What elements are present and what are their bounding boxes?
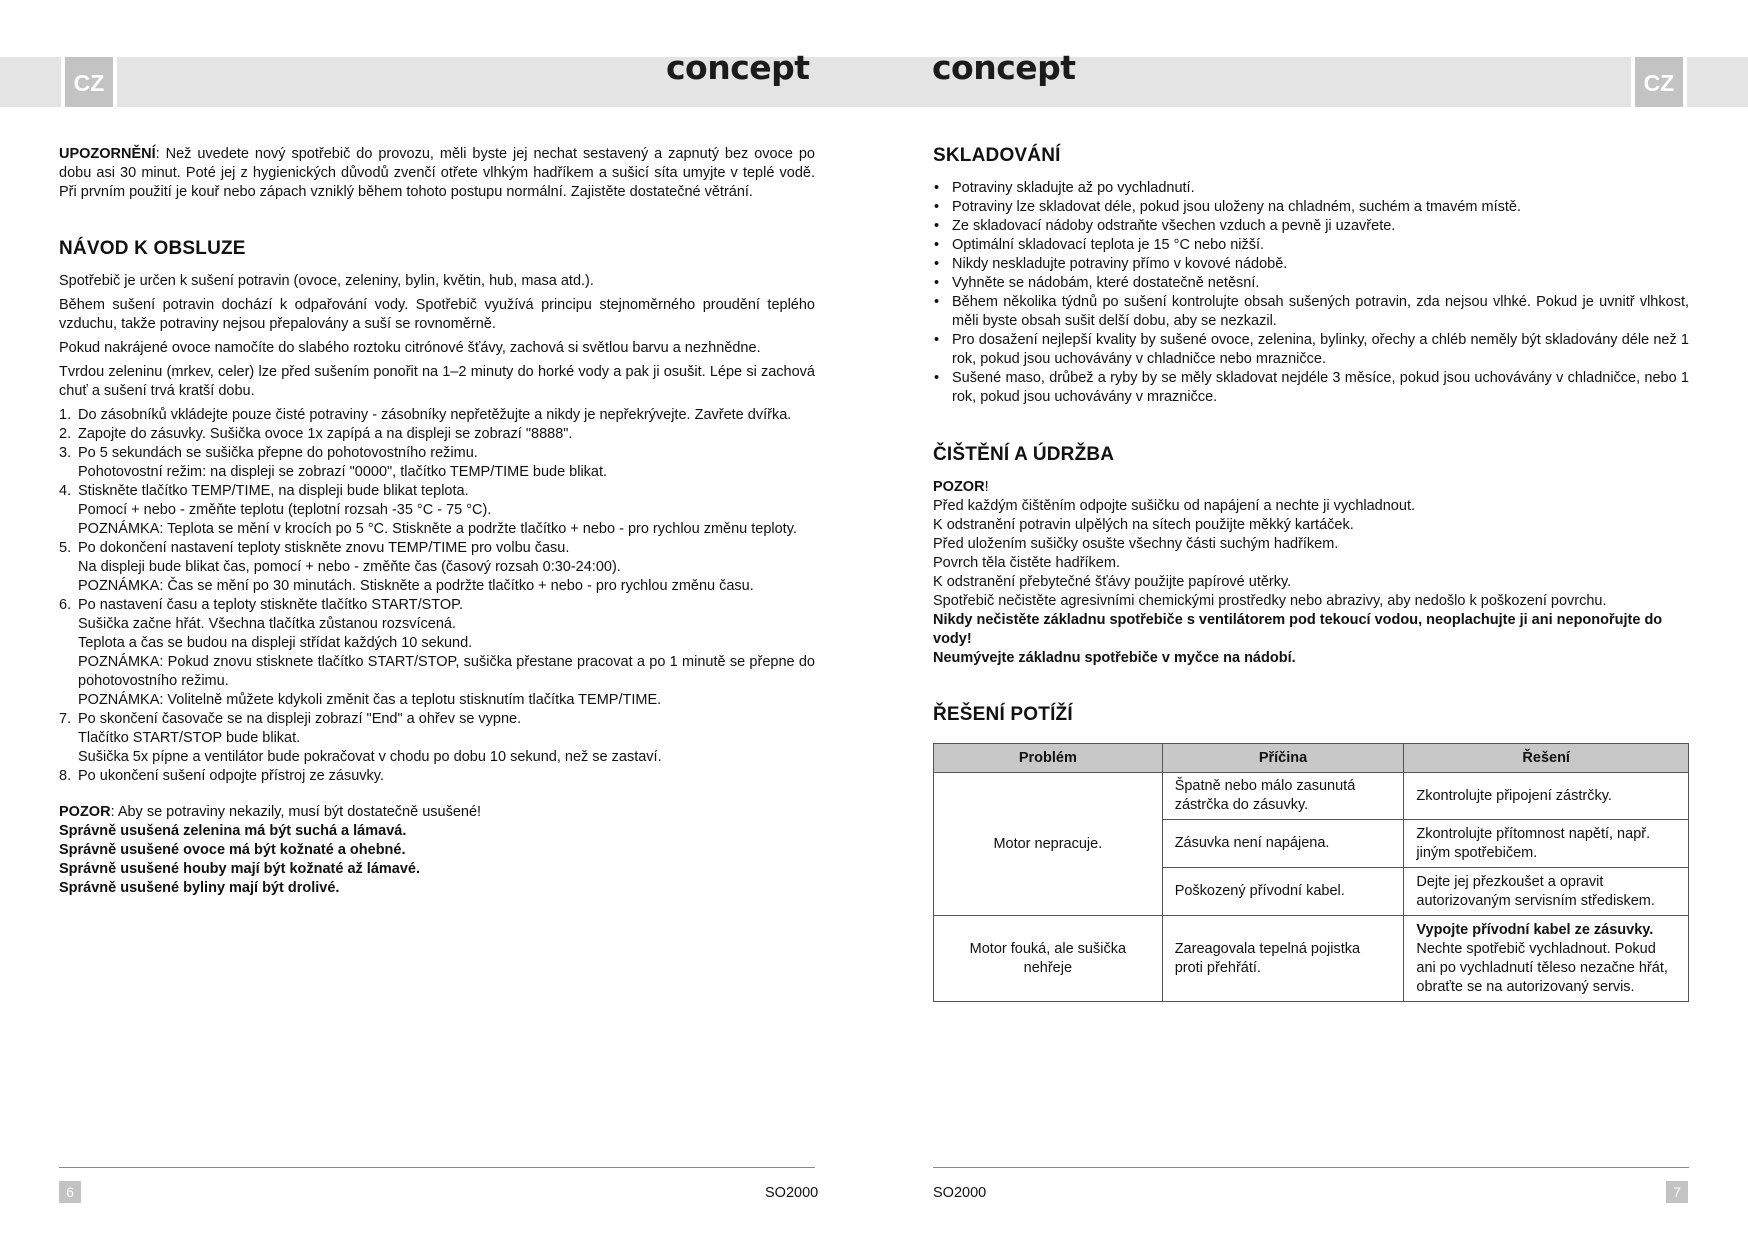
footer-rule-right (933, 1167, 1689, 1168)
page-number-right: 7 (1666, 1181, 1688, 1203)
caution-line (59, 803, 815, 822)
step-item (59, 539, 815, 596)
step-number: 8. (59, 768, 72, 784)
cleaning-line: Povrch těla čistěte hadříkem. (933, 555, 1120, 571)
warning-text: : Než uvedete nový spotřebič do provozu, měli byste jej nechat sestavený a zapnutý bez ovoce po dobu asi 30 minut. Poté jej z hygienických důvodů zvenčí otřete vlhkým hadříkem a sušicí síta umyjte v teplé vodě. Při prvním použití je kouř nebo zápach vzniklý během tohoto postupu normální. Zajistěte dostatečné větrání. (59, 146, 815, 200)
intro-paragraph: Během sušení potravin dochází k odpařování vody. Spotřebič využívá principu stejnoměrného proudění teplého vzduchu, takže potraviny nejsou přepalovány a suší se rovnoměrně. (59, 297, 815, 332)
steps-list (59, 406, 815, 786)
cause-cell: Poškozený přívodní kabel. (1162, 868, 1404, 916)
intro-paragraph: Spotřebič je určen k sušení potravin (ovoce, zeleniny, bylin, květin, hub, masa atd.). (59, 273, 594, 289)
column-header-solution: Řešení (1404, 744, 1689, 773)
cleaning-line: Před každým čištěním odpojte sušičku od napájení a nechte ji vychladnout. (933, 498, 1415, 514)
cleaning-line: K odstranění potravin ulpělých na sítech použijte měkký kartáček. (933, 517, 1354, 533)
problem-cell: Motor fouká, ale sušička nehřeje (934, 916, 1163, 1002)
step-number: 3. (59, 445, 72, 461)
model-label-right: SO2000 (933, 1185, 987, 1201)
cleaning-label: POZOR (933, 479, 985, 495)
step-number: 1. (59, 407, 72, 423)
cause-cell: Zásuvka není napájena. (1162, 820, 1404, 868)
solution-text: Nechte spotřebič vychladnout. Pokud ani po vychladnutí těleso nezačne hřát, obraťte se na autorizovaný servis. (1416, 940, 1668, 995)
brand-logo-right: concept (932, 48, 1076, 87)
step-line: Zapojte do zásuvky. Sušička ovoce 1x zapípá a na displeji se zobrazí "8888". (78, 426, 573, 442)
storage-item: • Sušené maso, drůbež a ryby by se měly skladovat nejdéle 3 měsíce, pokud jsou uchovávány v chladničce, nebo 1 rok, pokud jsou uchovávány v mrazničce. (933, 369, 1689, 407)
step-line: Po nastavení času a teploty stiskněte tlačítko START/STOP. (78, 597, 463, 613)
storage-item: • Vyhněte se nádobám, které dostatečně netěsní. (933, 274, 1689, 293)
storage-item: • Optimální skladovací teplota je 15 °C nebo nižší. (933, 236, 1689, 255)
step-line: Sušička 5x pípne a ventilátor bude pokračovat v chodu po dobu 10 sekund, než se zastaví. (78, 749, 662, 765)
caution-block (59, 803, 815, 898)
cleaning-line: Před uložením sušičky osušte všechny části suchým hadříkem. (933, 536, 1339, 552)
model-label-left: SO2000 (765, 1185, 819, 1201)
step-line: Po skončení časovače se na displeji zobrazí "End" a ohřev se vypne. (78, 711, 522, 727)
caution-text: : Aby se potraviny nekazily, musí být dostatečně usušené! (110, 804, 482, 820)
step-item (59, 406, 815, 425)
solution-cell (1404, 916, 1689, 1002)
step-number: 5. (59, 540, 72, 556)
step-number: 4. (59, 483, 72, 499)
troubleshooting-title: ŘEŠENÍ POTÍŽÍ (933, 704, 1073, 725)
storage-item: • Nikdy neskladujte potraviny přímo v kovové nádobě. (933, 255, 1689, 274)
cleaning-title: ČIŠTĚNÍ A ÚDRŽBA (933, 444, 1115, 465)
cleaning-caution (933, 478, 1689, 497)
step-line: POZNÁMKA: Volitelně můžete kdykoli změnit čas a teplotu stisknutím tlačítka TEMP/TIME. (78, 692, 662, 708)
solution-cell: Dejte jej přezkoušet a opravit autorizovaným servisním střediskem. (1404, 868, 1689, 916)
step-line: Po dokončení nastavení teploty stiskněte znovu TEMP/TIME pro volbu času. (78, 540, 570, 556)
manual-body (59, 272, 815, 898)
caution-bold-line: Správně usušené byliny mají být drolivé. (59, 880, 340, 896)
table-row (934, 916, 1689, 1002)
cleaning-body (933, 478, 1689, 668)
step-number: 6. (59, 597, 72, 613)
solution-bold-text: Vypojte přívodní kabel ze zásuvky. (1416, 921, 1654, 938)
step-line: Po 5 sekundách se sušička přepne do pohotovostního režimu. (78, 445, 478, 461)
caution-label: POZOR (59, 804, 111, 820)
column-header-cause: Příčina (1162, 744, 1404, 773)
table-header-row (934, 744, 1689, 773)
step-item (59, 767, 815, 786)
intro-paragraph: Pokud nakrájené ovoce namočíte do slabého roztoku citrónové šťávy, zachová si světlou barvu a nezhnědne. (59, 340, 761, 356)
step-line: Tlačítko START/STOP bude blikat. (78, 730, 301, 746)
step-item (59, 482, 815, 539)
step-item (59, 710, 815, 767)
footer-rule-left (59, 1167, 815, 1168)
caution-bold-line: Správně usušené ovoce má být kožnaté a ohebné. (59, 842, 406, 858)
cause-cell: Špatně nebo málo zasunutá zástrčka do zásuvky. (1162, 773, 1404, 820)
brand-logo-left: concept (666, 48, 810, 87)
step-line: Na displeji bude blikat čas, pomocí + nebo - změňte čas (časový rozsah 0:30-24:00). (78, 559, 621, 575)
step-item (59, 425, 815, 444)
step-number: 2. (59, 426, 72, 442)
language-badge-right: CZ (1631, 57, 1687, 107)
column-header-problem: Problém (934, 744, 1163, 773)
step-line: Do zásobníků vkládejte pouze čisté potraviny - zásobníky nepřetěžujte a nikdy je nepřekrývejte. Zavřete dvířka. (78, 407, 792, 423)
storage-item: • Potraviny lze skladovat déle, pokud jsou uloženy na chladném, suchém a tmavém místě. (933, 198, 1689, 217)
language-badge-left: CZ (61, 57, 117, 107)
step-line: Po ukončení sušení odpojte přístroj ze zásuvky. (78, 768, 385, 784)
cleaning-line: Spotřebič nečistěte agresivními chemickými prostředky nebo abrazivy, aby nedošlo k poškození povrchu. (933, 593, 1607, 609)
step-line: POZNÁMKA: Teplota se mění v krocích po 5 °C. Stiskněte a podržte tlačítko + nebo - pro rychlou změnu teploty. (78, 521, 797, 537)
problem-cell: Motor nepracuje. (934, 773, 1163, 916)
warning-label: UPOZORNĚNÍ (59, 146, 156, 162)
cleaning-line: K odstranění přebytečné šťávy použijte papírové utěrky. (933, 574, 1292, 590)
manual-title: NÁVOD K OBSLUZE (59, 238, 246, 259)
step-line: Sušička začne hřát. Všechna tlačítka zůstanou rozsvícená. (78, 616, 457, 632)
storage-list (933, 179, 1689, 407)
page-number-left: 6 (59, 1181, 81, 1203)
solution-cell: Zkontrolujte připojení zástrčky. (1404, 773, 1689, 820)
storage-item: • Ze skladovací nádoby odstraňte všechen vzduch a pevně ji uzavřete. (933, 217, 1689, 236)
cause-cell: Zareagovala tepelná pojistka proti přehřátí. (1162, 916, 1404, 1002)
step-item (59, 444, 815, 482)
storage-title: SKLADOVÁNÍ (933, 145, 1061, 166)
storage-item: • Pro dosažení nejlepší kvality by sušené ovoce, zelenina, bylinky, ořechy a chléb neměly být skladovány déle než 1 rok, pokud jsou uchovávány v chladničce nebo mrazničce. (933, 331, 1689, 369)
step-line: Stiskněte tlačítko TEMP/TIME, na displeji bude blikat teplota. (78, 483, 469, 499)
step-line: Teplota a čas se budou na displeji střídat každých 10 sekund. (78, 635, 473, 651)
troubleshooting-table (933, 743, 1689, 1002)
solution-cell: Zkontrolujte přítomnost napětí, např. jiným spotřebičem. (1404, 820, 1689, 868)
caution-bold-line: Správně usušené houby mají být kožnaté až lámavé. (59, 861, 421, 877)
table-row (934, 773, 1689, 820)
storage-item: • Potraviny skladujte až po vychladnutí. (933, 179, 1689, 198)
intro-paragraph: Tvrdou zeleninu (mrkev, celer) lze před sušením ponořit na 1–2 minuty do horké vody a pak ji osušit. Lépe si zachová chuť a sušení trvá kratší dobu. (59, 364, 815, 399)
step-line: Pomocí + nebo - změňte teplotu (teplotní rozsah -35 °C - 75 °C). (78, 502, 492, 518)
cleaning-excl: ! (984, 479, 989, 495)
step-item (59, 596, 815, 710)
storage-item: • Během několika týdnů po sušení kontrolujte obsah sušených potravin, zda nejsou vlhké. Pokud je uvnitř vlhkost, měli byste obsah sušit delší dobu, aby se nezkazil. (933, 293, 1689, 331)
caution-bold-line: Správně usušená zelenina má být suchá a lámavá. (59, 823, 407, 839)
cleaning-bold-line: Neumývejte základnu spotřebiče v myčce na nádobí. (933, 650, 1296, 666)
step-line: POZNÁMKA: Čas se mění po 30 minutách. Stiskněte a podržte tlačítko + nebo - pro rychlou změnu času. (78, 578, 754, 594)
cleaning-bold-line: Nikdy nečistěte základnu spotřebiče s ventilátorem pod tekoucí vodou, neoplachujte ji ani neponořujte do vody! (933, 612, 1663, 647)
warning-paragraph (59, 145, 815, 202)
step-line: POZNÁMKA: Pokud znovu stisknete tlačítko START/STOP, sušička přestane pracovat a po 1 minutě se přepne do pohotovostního režimu. (78, 654, 815, 689)
step-number: 7. (59, 711, 72, 727)
step-line: Pohotovostní režim: na displeji se zobrazí "0000", tlačítko TEMP/TIME bude blikat. (78, 464, 608, 480)
